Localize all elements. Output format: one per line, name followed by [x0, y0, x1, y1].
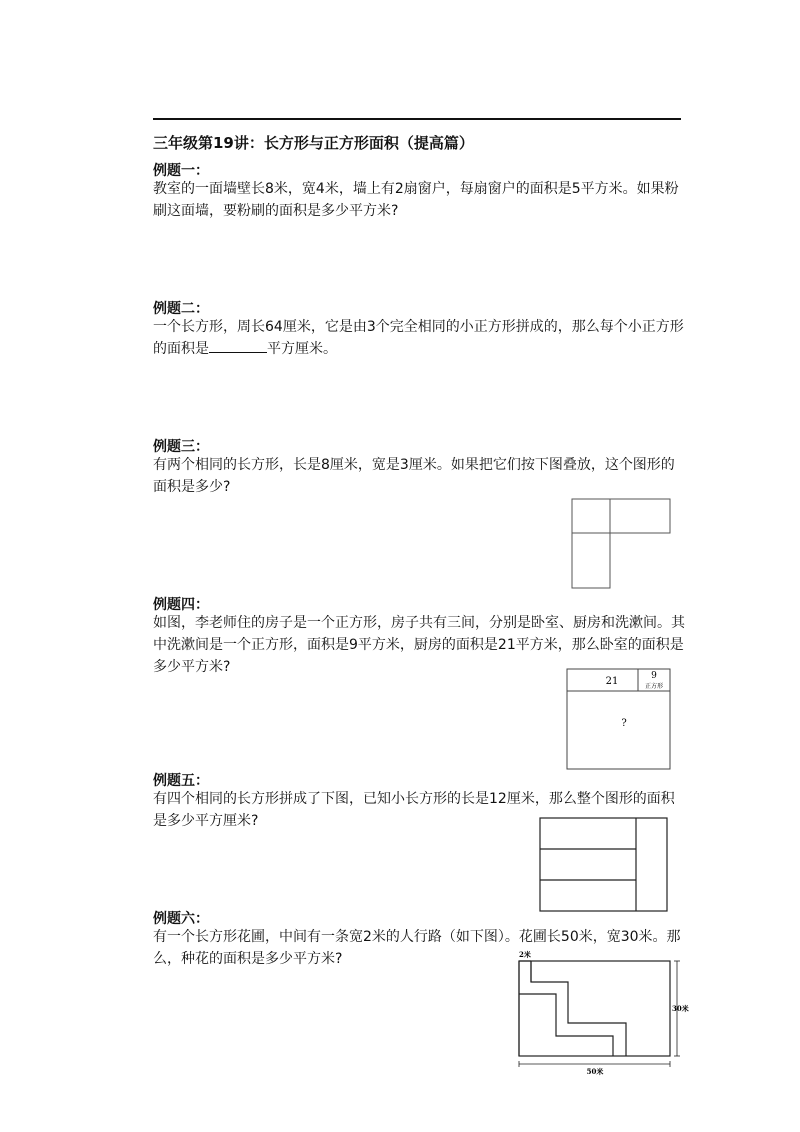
q4-figure-house-plan [566, 668, 672, 772]
header-rule [153, 118, 681, 120]
q5-text-line2: 是多少平方厘米? [153, 813, 259, 829]
answer-blank [209, 338, 267, 353]
q6-label: 例题六： [153, 911, 209, 927]
q4-text-line1: 如图，李老师住的房子是一个正方形，房子共有三间，分别是卧室、厨房和洗漱间。其 [153, 615, 685, 631]
q1-text-line2: 刷这面墙，要粉刷的面积是多少平方米? [153, 203, 399, 219]
q5-figure-four-rectangles [539, 817, 669, 913]
q6-text-line1: 有一个长方形花圃，中间有一条宽2米的人行路（如下图）。花圃长50米，宽30米。那 [153, 929, 681, 945]
q2-text-line2 [153, 338, 337, 360]
bedroom-area-label: ? [621, 718, 627, 729]
q6-figure-garden-path [515, 948, 689, 1076]
q2-text-pre: 的面积是 [153, 341, 209, 357]
bath-area-label: 9 [651, 671, 657, 681]
height-label: 30米 [672, 1004, 689, 1013]
q1-label: 例题一： [153, 163, 209, 179]
kitchen-area-label: 21 [605, 676, 619, 687]
q4-label: 例题四： [153, 597, 209, 613]
q3-figure-overlapping-rectangles [570, 498, 674, 590]
q1-text-line1: 教室的一面墙壁长8米，宽4米，墙上有2扇窗户，每扇窗户的面积是5平方米。如果粉 [153, 181, 679, 197]
q2-text-post: 平方厘米。 [267, 341, 337, 357]
q5-label: 例题五： [153, 773, 209, 789]
q3-text-line2: 面积是多少? [153, 479, 231, 495]
q2-label: 例题二： [153, 301, 209, 317]
q5-text-line1: 有四个相同的长方形拼成了下图，已知小长方形的长是12厘米，那么整个图形的面积 [153, 791, 675, 807]
page-title: 三年级第19讲：长方形与正方形面积（提高篇） [153, 134, 474, 152]
path-width-label: 2米 [519, 950, 531, 959]
q6-text-line2: 么，种花的面积是多少平方米? [153, 951, 343, 967]
q3-label: 例题三： [153, 439, 209, 455]
bath-shape-label: 正方形 [644, 683, 664, 690]
q2-text-line1: 一个长方形，周长64厘米，它是由3个完全相同的小正方形拼成的，那么每个小正方形 [153, 319, 684, 335]
q4-text-line3: 多少平方米? [153, 659, 231, 675]
length-label: 50米 [586, 1067, 604, 1076]
q3-text-line1: 有两个相同的长方形，长是8厘米，宽是3厘米。如果把它们按下图叠放，这个图形的 [153, 457, 675, 473]
q4-text-line2: 中洗漱间是一个正方形，面积是9平方米，厨房的面积是21平方米，那么卧室的面积是 [153, 637, 684, 653]
